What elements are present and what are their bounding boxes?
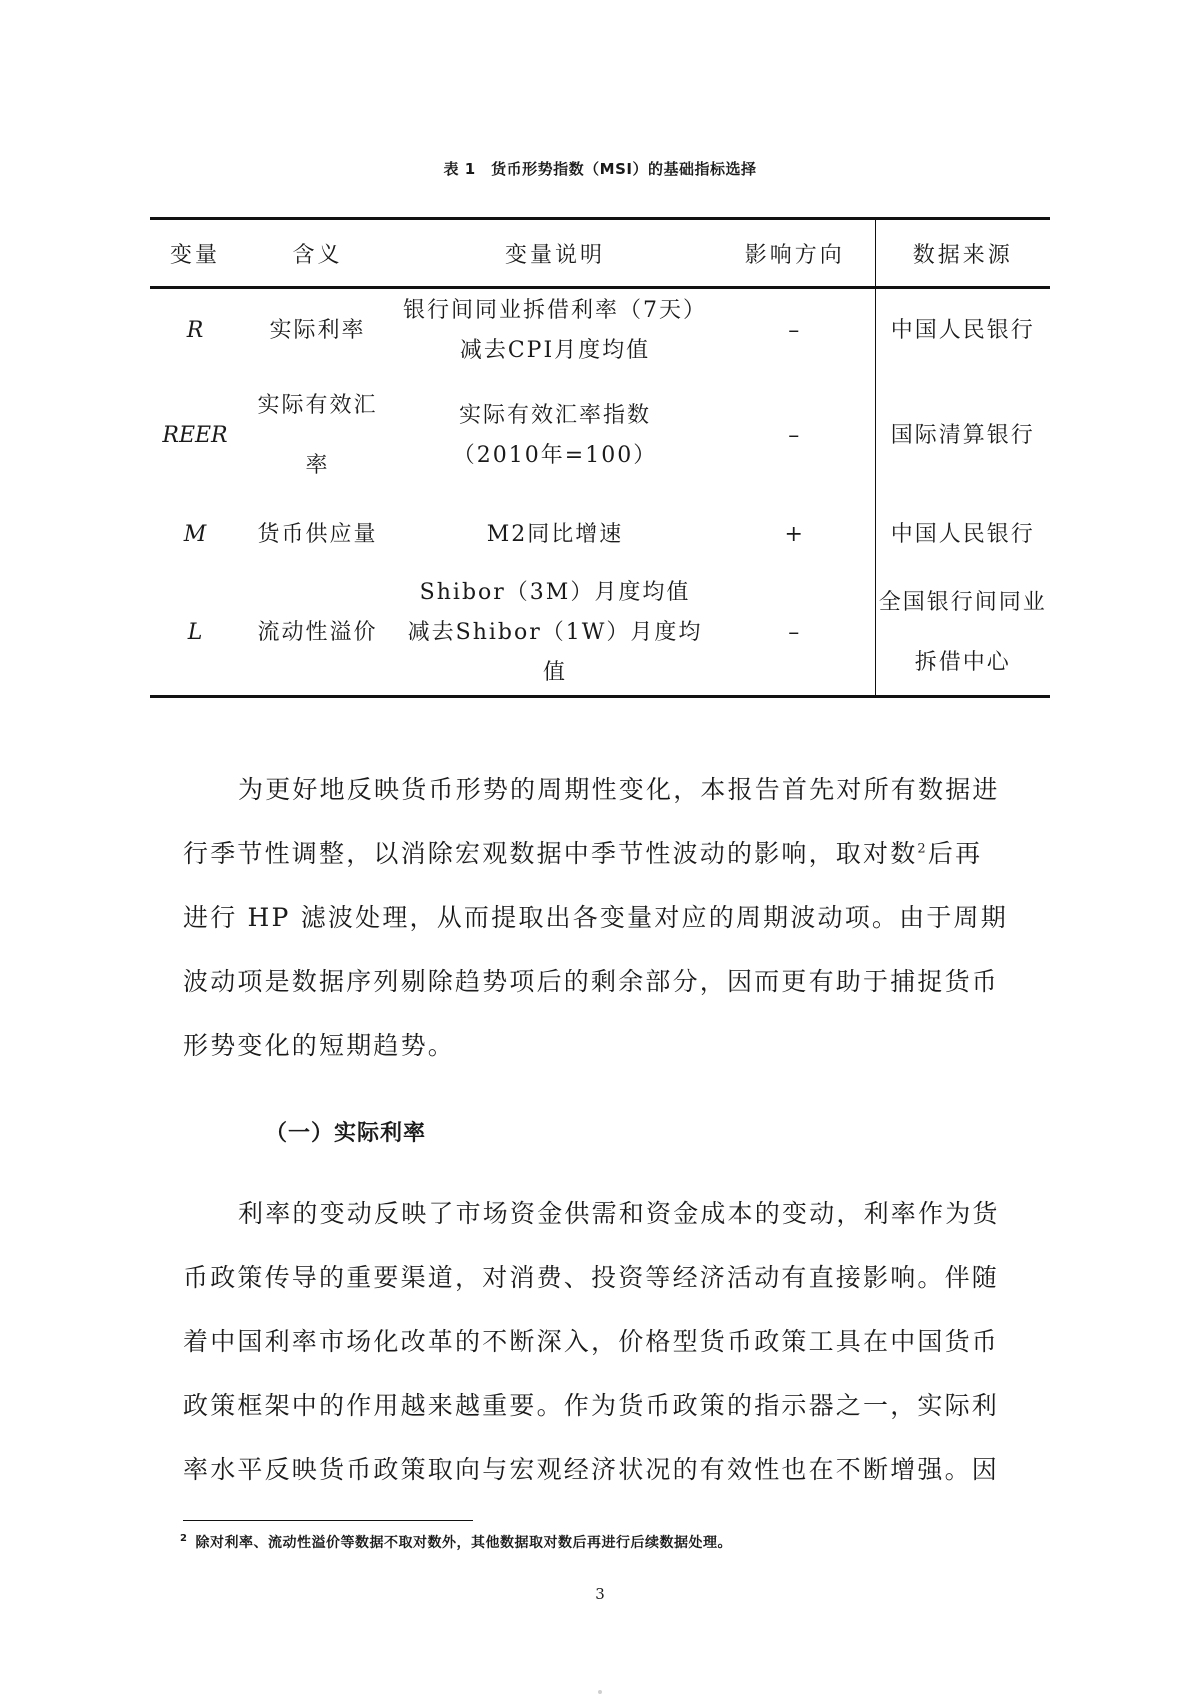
paragraph-text: 行季节性调整，以消除宏观数据中季节性波动的影响，取对数 bbox=[183, 839, 918, 868]
header-description: 变量说明 bbox=[504, 242, 605, 268]
source-line: 拆借中心 bbox=[914, 650, 1011, 675]
paragraph-line: 率水平反映货币政策取向与宏观经济状况的有效性也在不断增强。因 bbox=[183, 1455, 1000, 1484]
paragraph-line: 政策框架中的作用越来越重要。作为货币政策的指示器之一，实际利 bbox=[183, 1391, 1000, 1420]
paragraph-line bbox=[183, 822, 1021, 886]
description-line: Shibor（3M）月度均值 bbox=[419, 580, 691, 605]
description-line: 银行间同业拆借利率（7天） bbox=[403, 298, 707, 323]
cell-meaning: 流动性溢价 bbox=[257, 620, 378, 645]
cell-variable: REER bbox=[162, 423, 228, 448]
cell-description bbox=[395, 373, 715, 499]
table-row bbox=[150, 499, 1050, 571]
cell-variable: R bbox=[186, 318, 204, 343]
description-line: 减去Shibor（1W）月度均值 bbox=[407, 620, 703, 685]
cell-description bbox=[395, 288, 715, 374]
cell-direction: – bbox=[788, 318, 802, 343]
cell-source: 中国人民银行 bbox=[875, 288, 1050, 374]
paragraph-interest-rate bbox=[183, 1182, 1021, 1502]
table-header-row bbox=[150, 219, 1050, 288]
cell-meaning: 货币供应量 bbox=[257, 522, 378, 547]
cell-source: 国际清算银行 bbox=[875, 373, 1050, 499]
paragraph-line: 利率的变动反映了市场资金供需和资金成本的变动，利率作为货 bbox=[238, 1199, 1000, 1228]
page-number: 3 bbox=[595, 1585, 605, 1603]
description-line: （2010年=100） bbox=[452, 443, 658, 468]
cell-description bbox=[395, 571, 715, 697]
table-row bbox=[150, 288, 1050, 374]
header-direction: 影响方向 bbox=[744, 242, 845, 268]
msi-indicator-table bbox=[150, 217, 1050, 698]
cell-source: 中国人民银行 bbox=[875, 499, 1050, 571]
paragraph-line: 进行 HP 滤波处理，从而提取出各变量对应的周期波动项。由于周期 bbox=[183, 903, 1008, 932]
header-variable: 变量 bbox=[169, 242, 220, 268]
header-source: 数据来源 bbox=[875, 219, 1050, 288]
cell-meaning: 实际利率 bbox=[269, 318, 366, 343]
cell-direction: – bbox=[788, 620, 802, 645]
meaning-line: 实际有效汇 bbox=[257, 393, 378, 418]
cell-description: M2同比增速 bbox=[486, 522, 624, 547]
cell-meaning bbox=[240, 373, 395, 499]
paragraph-line: 形势变化的短期趋势。 bbox=[183, 1031, 456, 1060]
paragraph-line: 为更好地反映货币形势的周期性变化，本报告首先对所有数据进 bbox=[238, 775, 1000, 804]
footnote-reference[interactable]: 2 bbox=[917, 841, 928, 857]
cell-direction: – bbox=[788, 423, 802, 448]
scroll-indicator-dot bbox=[598, 1690, 602, 1694]
footnote-mark: 2 bbox=[180, 1533, 188, 1545]
cell-direction: + bbox=[784, 522, 805, 547]
paragraph-line: 着中国利率市场化改革的不断深入，价格型货币政策工具在中国货币 bbox=[183, 1327, 1000, 1356]
footnote bbox=[180, 1532, 732, 1552]
paragraph-line: 波动项是数据序列剔除趋势项后的剩余部分，因而更有助于捕捉货币 bbox=[183, 967, 1000, 996]
cell-variable: M bbox=[183, 522, 207, 547]
description-line: 减去CPI月度均值 bbox=[459, 338, 651, 363]
source-line: 全国银行间同业 bbox=[878, 590, 1047, 615]
table-row bbox=[150, 373, 1050, 499]
table-row bbox=[150, 571, 1050, 697]
footnote-divider bbox=[183, 1520, 473, 1521]
paragraph-intro bbox=[183, 758, 1021, 1078]
description-line: 实际有效汇率指数 bbox=[458, 403, 651, 428]
footnote-text: 除对利率、流动性溢价等数据不取对数外，其他数据取对数后再进行后续数据处理。 bbox=[195, 1535, 732, 1551]
meaning-line: 率 bbox=[305, 453, 330, 478]
section-heading: （一）实际利率 bbox=[265, 1121, 427, 1146]
cell-source bbox=[875, 571, 1050, 697]
paragraph-line: 币政策传导的重要渠道，对消费、投资等经济活动有直接影响。伴随 bbox=[183, 1263, 1000, 1292]
paragraph-text: 后再 bbox=[927, 839, 983, 868]
header-meaning: 含义 bbox=[292, 242, 343, 268]
table-caption: 表 1 货币形势指数（MSI）的基础指标选择 bbox=[443, 160, 757, 178]
cell-variable: L bbox=[187, 620, 203, 645]
